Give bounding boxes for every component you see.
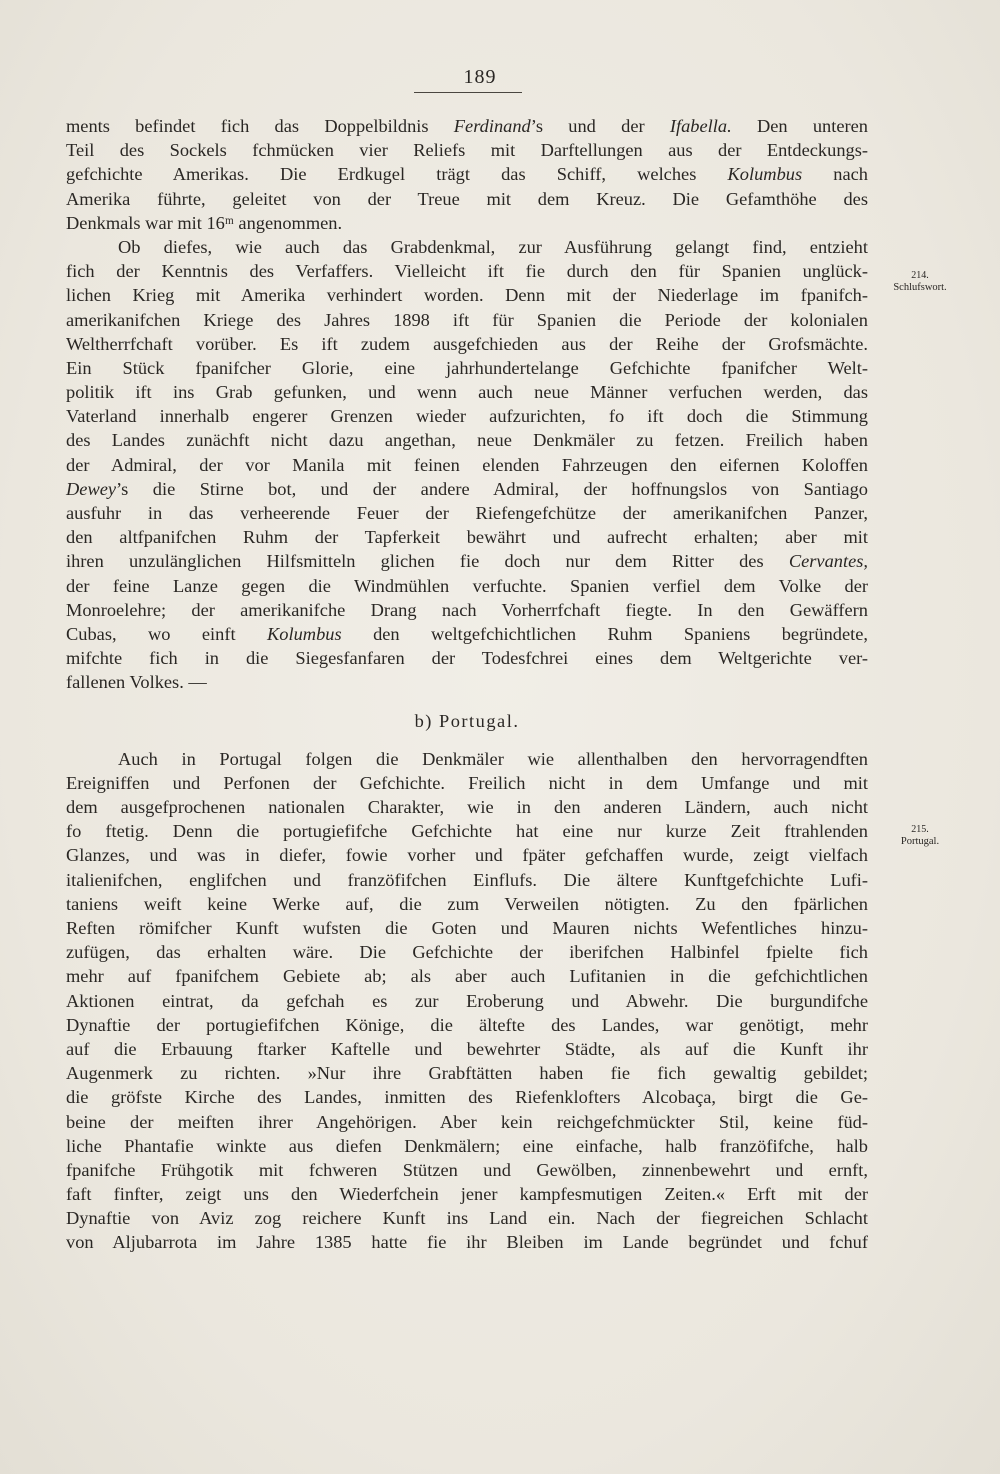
- text-line: [66, 1061, 868, 1085]
- text-segment: Reften römifcher Kunft wufsten die Goten und Mauren nichts Wefentliches hinzu-: [66, 918, 868, 938]
- text-line: [66, 211, 868, 235]
- text-segment: der Admiral, der vor Manila mit feinen elenden Fahrzeugen den eifernen Koloffen: [66, 454, 868, 475]
- text-segment: liche Phantafie winkte aus diefen Denkmälern; eine einfache, halb franzöfifche, halb: [66, 1135, 868, 1156]
- text-line: [66, 1134, 868, 1158]
- paragraphs-portugal: [66, 747, 868, 1255]
- text-line: [66, 1013, 868, 1037]
- text-line: [66, 1230, 868, 1254]
- text-line: [66, 670, 868, 694]
- text-segment: von Aljubarrota im Jahre 1385 hatte fie ihr Bleiben im Lande begründet und fchuf: [66, 1232, 868, 1253]
- text-segment: Cubas, wo einft: [66, 623, 268, 644]
- text-segment: politik ift ins Grab gefunken, und wenn auch neue Männer verfuchen werden, das: [66, 382, 868, 403]
- text-line: [66, 795, 868, 819]
- text-line: [66, 646, 868, 670]
- margin-note-label: Portugal.: [900, 836, 940, 847]
- text-segment: Vaterland innerhalb engerer Grenzen wieder aufzurichten, fo ift doch die Stimmung: [66, 406, 868, 427]
- italic-name: Cervantes,: [788, 551, 868, 572]
- margin-note-number: 215.: [911, 824, 929, 835]
- text-line: [66, 428, 868, 452]
- text-line: [66, 1037, 868, 1061]
- text-segment: Monroelehre; der amerikanifche Drang nach Vorherrfchaft fiegte. In den Gewäffern: [66, 599, 868, 620]
- text-line: [66, 964, 868, 988]
- text-line: [66, 404, 868, 428]
- text-line: [66, 114, 868, 138]
- text-segment: den altfpanifchen Ruhm der Tapferkeit bewährt und aufrecht erhalten; aber mit: [66, 527, 868, 548]
- text-segment: die gröfste Kirche des Landes, inmitten des Riefenklofters Alcobaça, birgt die Ge-: [66, 1087, 868, 1108]
- text-segment: gefchichte Amerikas. Die Erdkugel trägt das Schiff, welches: [66, 164, 728, 185]
- text-line: [66, 525, 868, 549]
- text-segment: zufügen, das erhalten wäre. Die Gefchichte der iberifchen Halbinfel fpielte fich: [66, 942, 868, 963]
- text-line: [66, 187, 868, 211]
- text-line: [66, 747, 868, 771]
- text-line: [66, 1206, 868, 1230]
- text-segment: dem ausgefprochenen nationalen Charakter, wie in den anderen Ländern, auch nicht: [66, 797, 868, 818]
- text-segment: lichen Krieg mit Amerika verhindert worden. Denn mit der Niederlage im fpanifch-: [66, 285, 868, 306]
- text-segment: italienifchen, englifchen und franzöfifchen Einflufs. Die ältere Kunftgefchichte Lufi-: [66, 869, 868, 890]
- text-line: [66, 1158, 868, 1182]
- text-segment: nach: [802, 164, 868, 185]
- text-segment: des Landes zunächft nicht dazu angethan, neue Denkmäler zu fetzen. Freilich haben: [66, 430, 868, 451]
- text-line: [66, 138, 868, 162]
- text-segment: Weltherrfchaft vorüber. Es ift zudem ausgefchieden aus der Reihe der Grofsmächte.: [66, 333, 868, 354]
- text-line: [66, 380, 868, 404]
- text-segment: fallenen Volkes. —: [66, 672, 207, 693]
- text-segment: fich der Kenntnis des Verfaffers. Vielleicht ift fie durch den für Spanien unglück-: [66, 261, 868, 282]
- text-line: [66, 892, 868, 916]
- text-segment: ihren unzulänglichen Hilfsmitteln glichen fie doch nur dem Ritter des: [66, 551, 789, 572]
- text-line: [66, 453, 868, 477]
- text-line: [66, 771, 868, 795]
- text-segment: ausfuhr in das verheerende Feuer der Riefengefchütze der amerikanifchen Panzer,: [66, 503, 868, 523]
- text-segment: auf die Erbauung ftarker Kaftelle und bewehrter Städte, als auf die Kunft ihr: [66, 1038, 868, 1059]
- text-segment: Aktionen eintrat, da gefchah es zur Eroberung und Abwehr. Die burgundifche: [66, 990, 868, 1011]
- body-text: [66, 114, 868, 1255]
- text-segment: Ein Stück fpanifcher Glorie, eine jahrhundertelange Gefchichte fpanifcher Welt-: [66, 357, 868, 378]
- text-segment: Dynaftie von Aviz zog reichere Kunft ins Land ein. Nach der fiegreichen Schlacht: [66, 1208, 868, 1229]
- text-line: [66, 235, 868, 259]
- text-line: [66, 868, 868, 892]
- paragraphs-spain: [66, 114, 868, 695]
- text-line: [66, 989, 868, 1013]
- text-segment: Dynaftie der portugiefifchen Könige, die ältefte des Landes, war genötigt, mehr: [66, 1014, 868, 1035]
- text-segment: den weltgefchichtlichen Ruhm Spaniens begründete,: [341, 623, 868, 644]
- margin-note-215: [880, 824, 960, 848]
- text-line: [66, 259, 868, 283]
- text-segment: Den unteren: [731, 116, 868, 136]
- text-segment: fpanifche Frühgotik mit fchweren Stützen und Gewölben, zinnenbewehrt und ernft,: [66, 1159, 868, 1180]
- text-line: [66, 549, 868, 573]
- text-line: [66, 843, 868, 867]
- text-line: [66, 819, 868, 843]
- text-line: [66, 501, 868, 525]
- text-line: [66, 598, 868, 622]
- text-segment: Amerika führte, geleitet von der Treue mit dem Kreuz. Die Gefamthöhe des: [66, 188, 868, 209]
- italic-name: Kolumbus: [267, 623, 342, 644]
- text-line: [66, 332, 868, 356]
- text-line: [66, 574, 868, 598]
- text-segment: beine der meiften ihrer Angehörigen. Aber kein reichgefchmückter Stil, keine füd-: [66, 1111, 868, 1132]
- text-segment: taniens weift keine Werke auf, die zum Verweilen nötigten. Zu den fpärlichen: [66, 893, 868, 914]
- text-line: [66, 1182, 868, 1206]
- text-segment: Auch in Portugal folgen die Denkmäler wie allenthalben den hervorragendften: [118, 748, 868, 769]
- text-segment: fo ftetig. Denn die portugiefifche Gefchichte hat eine nur kurze Zeit ftrahlenden: [66, 821, 868, 842]
- text-line: [66, 162, 868, 186]
- text-segment: Augenmerk zu richten. »Nur ihre Grabftätten haben fie fich gewaltig gebildet;: [66, 1063, 868, 1084]
- text-segment: ments befindet fich das Doppelbildnis: [66, 116, 454, 136]
- italic-name: Ifabella.: [669, 116, 732, 136]
- text-segment: Ob diefes, wie auch das Grabdenkmal, zur Ausführung gelangt find, entzieht: [118, 236, 868, 257]
- text-segment: Denkmals war mit 16ᵐ angenommen.: [66, 212, 343, 233]
- italic-name: Ferdinand: [453, 116, 531, 136]
- text-line: [66, 622, 868, 646]
- text-segment: amerikanifchen Kriege des Jahres 1898 ift für Spanien die Periode der kolonialen: [66, 309, 868, 330]
- italic-name: Kolumbus: [727, 164, 803, 185]
- text-line: [66, 308, 868, 332]
- text-line: [66, 356, 868, 380]
- page-number: 189: [463, 66, 497, 88]
- text-segment: ’s die Stirne bot, und der andere Admiral, der hoffnungslos von Santiago: [116, 478, 868, 499]
- text-segment: faft finfter, zeigt uns den Wiederfchein jener kampfesmutigen Zeiten.« Erft mit der: [66, 1184, 868, 1205]
- text-segment: ’s und der: [530, 116, 670, 136]
- text-line: [66, 940, 868, 964]
- text-line: [66, 477, 868, 501]
- text-segment: der feine Lanze gegen die Windmühlen verfuchte. Spanien verfiel dem Volke der: [66, 575, 868, 596]
- section-heading: b) Portugal.: [414, 710, 520, 731]
- text-segment: Glanzes, und was in diefer, fowie vorher und fpäter gefchaffen wurde, zeigt vielfach: [66, 845, 868, 866]
- margin-note-label: Schlufswort.: [893, 282, 947, 293]
- page-number-rule: [414, 92, 522, 93]
- margin-note-214: [880, 270, 960, 294]
- text-line: [66, 1110, 868, 1134]
- italic-name: Dewey: [66, 478, 117, 499]
- text-line: [66, 283, 868, 307]
- text-segment: mehr auf fpanifchem Gebiete ab; als aber auch Lufitanien in die gefchichtlichen: [66, 966, 868, 987]
- text-segment: mifchte fich in die Siegesfanfaren der Todesfchrei eines dem Weltgerichte ver-: [66, 648, 868, 669]
- text-line: [66, 916, 868, 940]
- margin-note-number: 214.: [911, 270, 929, 281]
- text-line: [66, 1085, 868, 1109]
- text-segment: Ereigniffen und Perfonen der Gefchichte. Freilich nicht in dem Umfange und mit: [66, 772, 868, 793]
- text-segment: Teil des Sockels fchmücken vier Reliefs mit Darftellungen aus der Entdeckungs-: [66, 140, 868, 161]
